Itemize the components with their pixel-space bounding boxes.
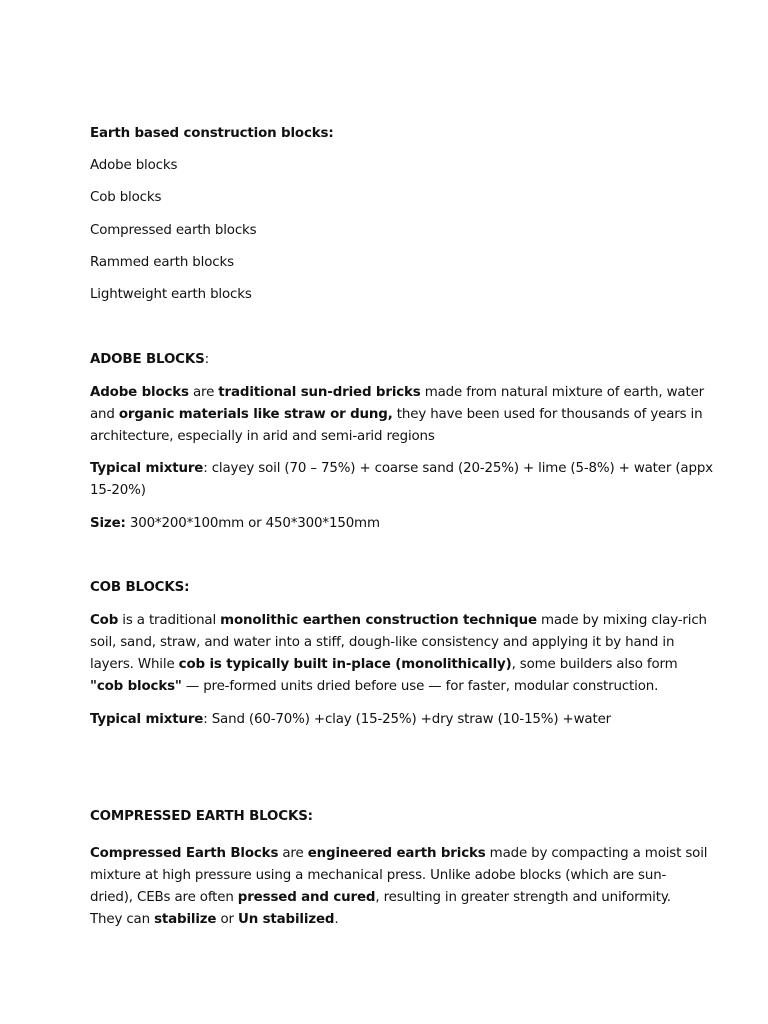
adobe-size-label: Size: (90, 516, 126, 531)
cob-mixture-line (90, 709, 690, 731)
text-run: dried), CEBs are often (90, 890, 238, 905)
adobe-mixture-line-2: 15-20%) (90, 483, 146, 498)
bold-text-run: organic materials like straw or dung, (118, 407, 393, 422)
cob-mixture-value: : Sand (60-70%) +clay (15-25%) +dry straw (10-15%) +water (203, 712, 612, 727)
cob-heading: COB BLOCKS: (90, 580, 190, 595)
cob-paragraph-line-4 (90, 676, 690, 698)
adobe-heading-colon: : (204, 352, 209, 367)
bold-text-run: Cob (90, 613, 119, 628)
ceb-paragraph-line-1 (90, 843, 708, 865)
adobe-paragraph-line-1 (90, 382, 705, 404)
adobe-mixture-label: Typical mixture (90, 461, 204, 476)
text-run: layers. While (90, 657, 179, 672)
text-run: , some builders also form (511, 657, 678, 672)
bold-text-run: traditional sun-dried bricks (218, 385, 421, 400)
text-run: they have been used for thousands of years in (392, 407, 703, 422)
bold-text-run: engineered earth bricks (307, 846, 486, 861)
text-run: made by mixing clay-rich (536, 613, 707, 628)
bold-text-run: stabilize (154, 912, 217, 927)
adobe-heading-line (90, 349, 690, 371)
list-item: Cob blocks (90, 190, 162, 205)
bold-text-run: Compressed Earth Blocks (90, 846, 279, 861)
ceb-heading: COMPRESSED EARTH BLOCKS: (90, 809, 313, 824)
adobe-size-value: 300*200*100mm or 450*300*150mm (125, 516, 380, 531)
adobe-heading: ADOBE BLOCKS (90, 352, 205, 367)
text-run: made from natural mixture of earth, water (420, 385, 705, 400)
adobe-mixture-line-1 (90, 458, 713, 480)
bold-text-run: monolithic earthen construction technique (220, 613, 537, 628)
cob-paragraph-line-3 (90, 654, 690, 676)
adobe-size-line (90, 513, 690, 535)
list-item: Lightweight earth blocks (90, 287, 252, 302)
ceb-paragraph-line-2: mixture at high pressure using a mechanical press. Unlike adobe blocks (which are sun- (90, 868, 667, 883)
text-run: or (216, 912, 238, 927)
ceb-paragraph-line-3 (90, 887, 690, 909)
list-item: Rammed earth blocks (90, 255, 234, 270)
bold-text-run: Adobe blocks (90, 385, 189, 400)
ceb-paragraph-line-4 (90, 909, 690, 931)
bold-text-run: pressed and cured (237, 890, 376, 905)
text-run: made by compacting a moist soil (485, 846, 708, 861)
cob-paragraph-line-1 (90, 610, 707, 632)
text-run: are (188, 385, 219, 400)
text-run: , resulting in greater strength and uniformity. (375, 890, 671, 905)
cob-mixture-label: Typical mixture (90, 712, 204, 727)
bold-text-run: Un stabilized (237, 912, 335, 927)
bold-text-run: cob is typically built in-place (monolithically) (178, 657, 512, 672)
text-run: are (278, 846, 308, 861)
list-item: Adobe blocks (90, 158, 178, 173)
intro-heading: Earth based construction blocks: (90, 126, 334, 141)
list-item: Compressed earth blocks (90, 223, 257, 238)
adobe-paragraph-line-2 (90, 404, 703, 426)
text-run: and (90, 407, 119, 422)
adobe-paragraph-line-3: architecture, especially in arid and semi-arid regions (90, 429, 435, 444)
text-run: They can (90, 912, 155, 927)
text-run: is a traditional (118, 613, 221, 628)
cob-paragraph-line-2: soil, sand, straw, and water into a stiff, dough-like consistency and applying it by hand in (90, 635, 675, 650)
bold-text-run: "cob blocks" (90, 679, 182, 694)
text-run: . (334, 912, 339, 927)
text-run: — pre-formed units dried before use — for faster, modular construction. (181, 679, 659, 694)
adobe-mixture-value: : clayey soil (70 – 75%) + coarse sand (20-25%) + lime (5-8%) + water (appx (203, 461, 713, 476)
